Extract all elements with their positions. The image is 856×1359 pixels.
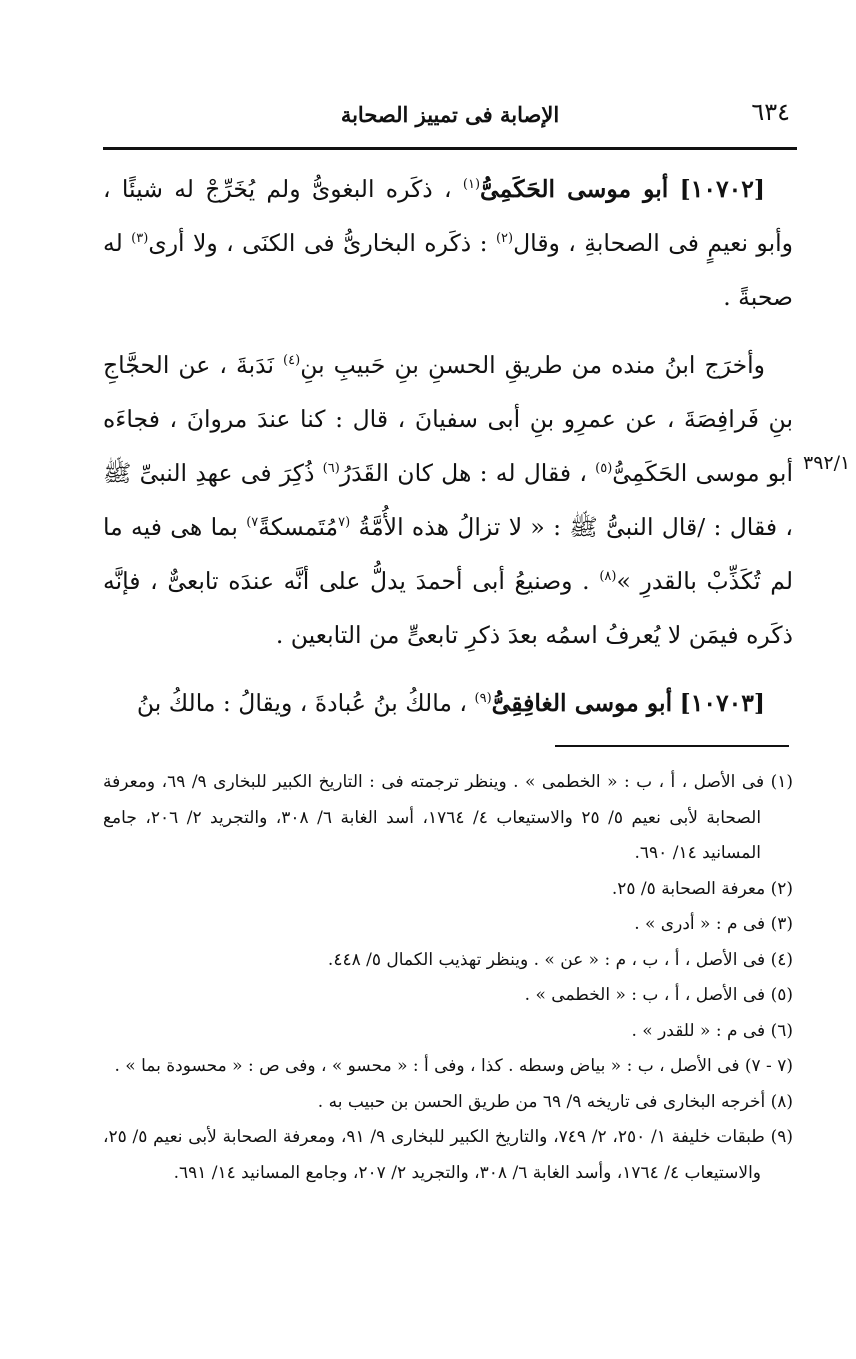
entry-text: : ذكَره البخارىُّ فى الكنَى ، ولا أرى [148,229,488,257]
entry-name: أبو موسى الحَكَمِىُّ [480,175,669,203]
footnote: (٨) أخرجه البخارى فى تاريخه ٩/ ٦٩ من طريق الحسن بن حبيب به . [317,1091,793,1112]
footnote-marker: (٧ [338,515,351,531]
entry-paragraph [103,676,793,730]
page-number: ٦٣٤ [751,98,790,126]
entry-text: مُتَمسكةً [258,513,339,541]
footnotes [103,765,793,1191]
entry-paragraph [103,338,793,662]
entry-text: ذُكِرَ فى عهدِ النبىِّ ﷺ ، فقال : /قال النبىُّ ﷺ : « لا تزالُ هذه الأُمَّةُ [103,459,793,541]
entry-text: ، فقال له : هل كان القَدَرُ [339,459,587,487]
footnote: (٩) طبقات خليفة ١/ ٢٥٠، ٢/ ٧٤٩، والتاريخ الكبير للبخارى ٩/ ٩١، ومعرفة الصحابة لأبى نعيم ٥/ ٢٥، والاستيعاب ٤/ ١٧٦٤، وأسد الغابة ٦/ ٣٠٨، والتجريد ٢/ ٢٠٧، وجامع المسانيد ١٤/ ٦٩١. [103,1127,793,1183]
entry-text: ، ذكَره البغوىُّ ولم يُخَرِّجْ له شيئًا ، وأبو نعيمٍ فى الصحابةِ ، وقال [103,175,793,257]
entry-paragraph [103,162,793,324]
header-divider [103,147,797,150]
footnote: (٦) فى م : « للقدر » . [631,1020,793,1041]
entry-text: ، مالكُ بنُ عُبادةَ ، ويقالُ : مالكُ بنُ [136,689,468,717]
main-text [103,162,793,730]
entry-name: أبو موسى الغافِقِىُّ [491,689,673,717]
footnote: (٣) فى م : « أدرى » . [634,914,793,934]
footnote-divider [555,745,789,747]
entry-text: بما هى فيه ما لم تُكَذِّبْ بالقدرِ » [103,513,793,595]
footnote-marker: (٣) [131,231,149,247]
footnote-marker: ٧) [246,515,259,531]
footnote: (٧ - ٧) فى الأصل ، ب : « بياض وسطه . كذا ، وفى أ : « محسو » ، وفى ص : « محسودة بما » . [114,1056,793,1076]
entry-number: [١٠٧٠٣] [679,689,765,717]
footnote: (٢) معرفة الصحابة ٥/ ٢٥. [611,878,793,899]
entry-text: . وصنيعُ أبى أحمدَ يدلُّ على أنَّه عندَه تابعىٌّ ، فإنَّه ذكَره فيمَن لا يُعرفُ اسمُه بعدَ ذكرِ تابعىٍّ من التابعين . [103,567,793,649]
margin-reference: ٣٩٢/١ [803,452,851,474]
footnote-marker: (٨) [599,569,617,585]
entry-number: [١٠٧٠٢] [679,175,765,203]
footnote-marker: (٢) [495,231,514,247]
footnote: (١) فى الأصل ، أ ، ب : « الخطمى » . وينظر ترجمته فى : التاريخ الكبير للبخارى ٩/ ٦٩، ومعرفة الصحابة لأبى نعيم ٥/ ٢٥ والاستيعاب ٤/ ١٧٦٤، أسد الغابة ٦/ ٣٠٨، والتجريد ٢/ ٢٠٦، جامع المسانيد ١٤/ ٦٩٠. [103,772,794,863]
footnote-marker: (٦) [322,461,340,477]
entry-text: نَدَبةَ ، عن الحجَّاجِ بنِ فَرافِصَةَ ، عن عمرِو بنِ أبى سفيانَ ، قال : كنا عندَ مروانَ ، فجاءَه أبو موسى الحَكَمِىُّ [103,351,793,487]
footnote-marker: (٤) [283,353,301,369]
footnote-marker: (٥) [595,461,613,477]
footnote-marker: (٩) [474,691,492,707]
footnote-marker: (١) [462,177,481,193]
footnote: (٤) فى الأصل ، أ ، ب ، م : « عن » . وينظر تهذيب الكمال ٥/ ٤٤٨. [327,949,793,970]
running-title: الإصابة فى تمييز الصحابة [340,102,560,127]
entry-text: وأخرَج ابنُ منده من طريقِ الحسنِ بنِ حَبيبِ بنِ [300,351,765,379]
footnote: (٥) فى الأصل ، أ ، ب : « الخطمى » . [524,985,793,1005]
entry-text: له صحبةً . [103,229,793,311]
